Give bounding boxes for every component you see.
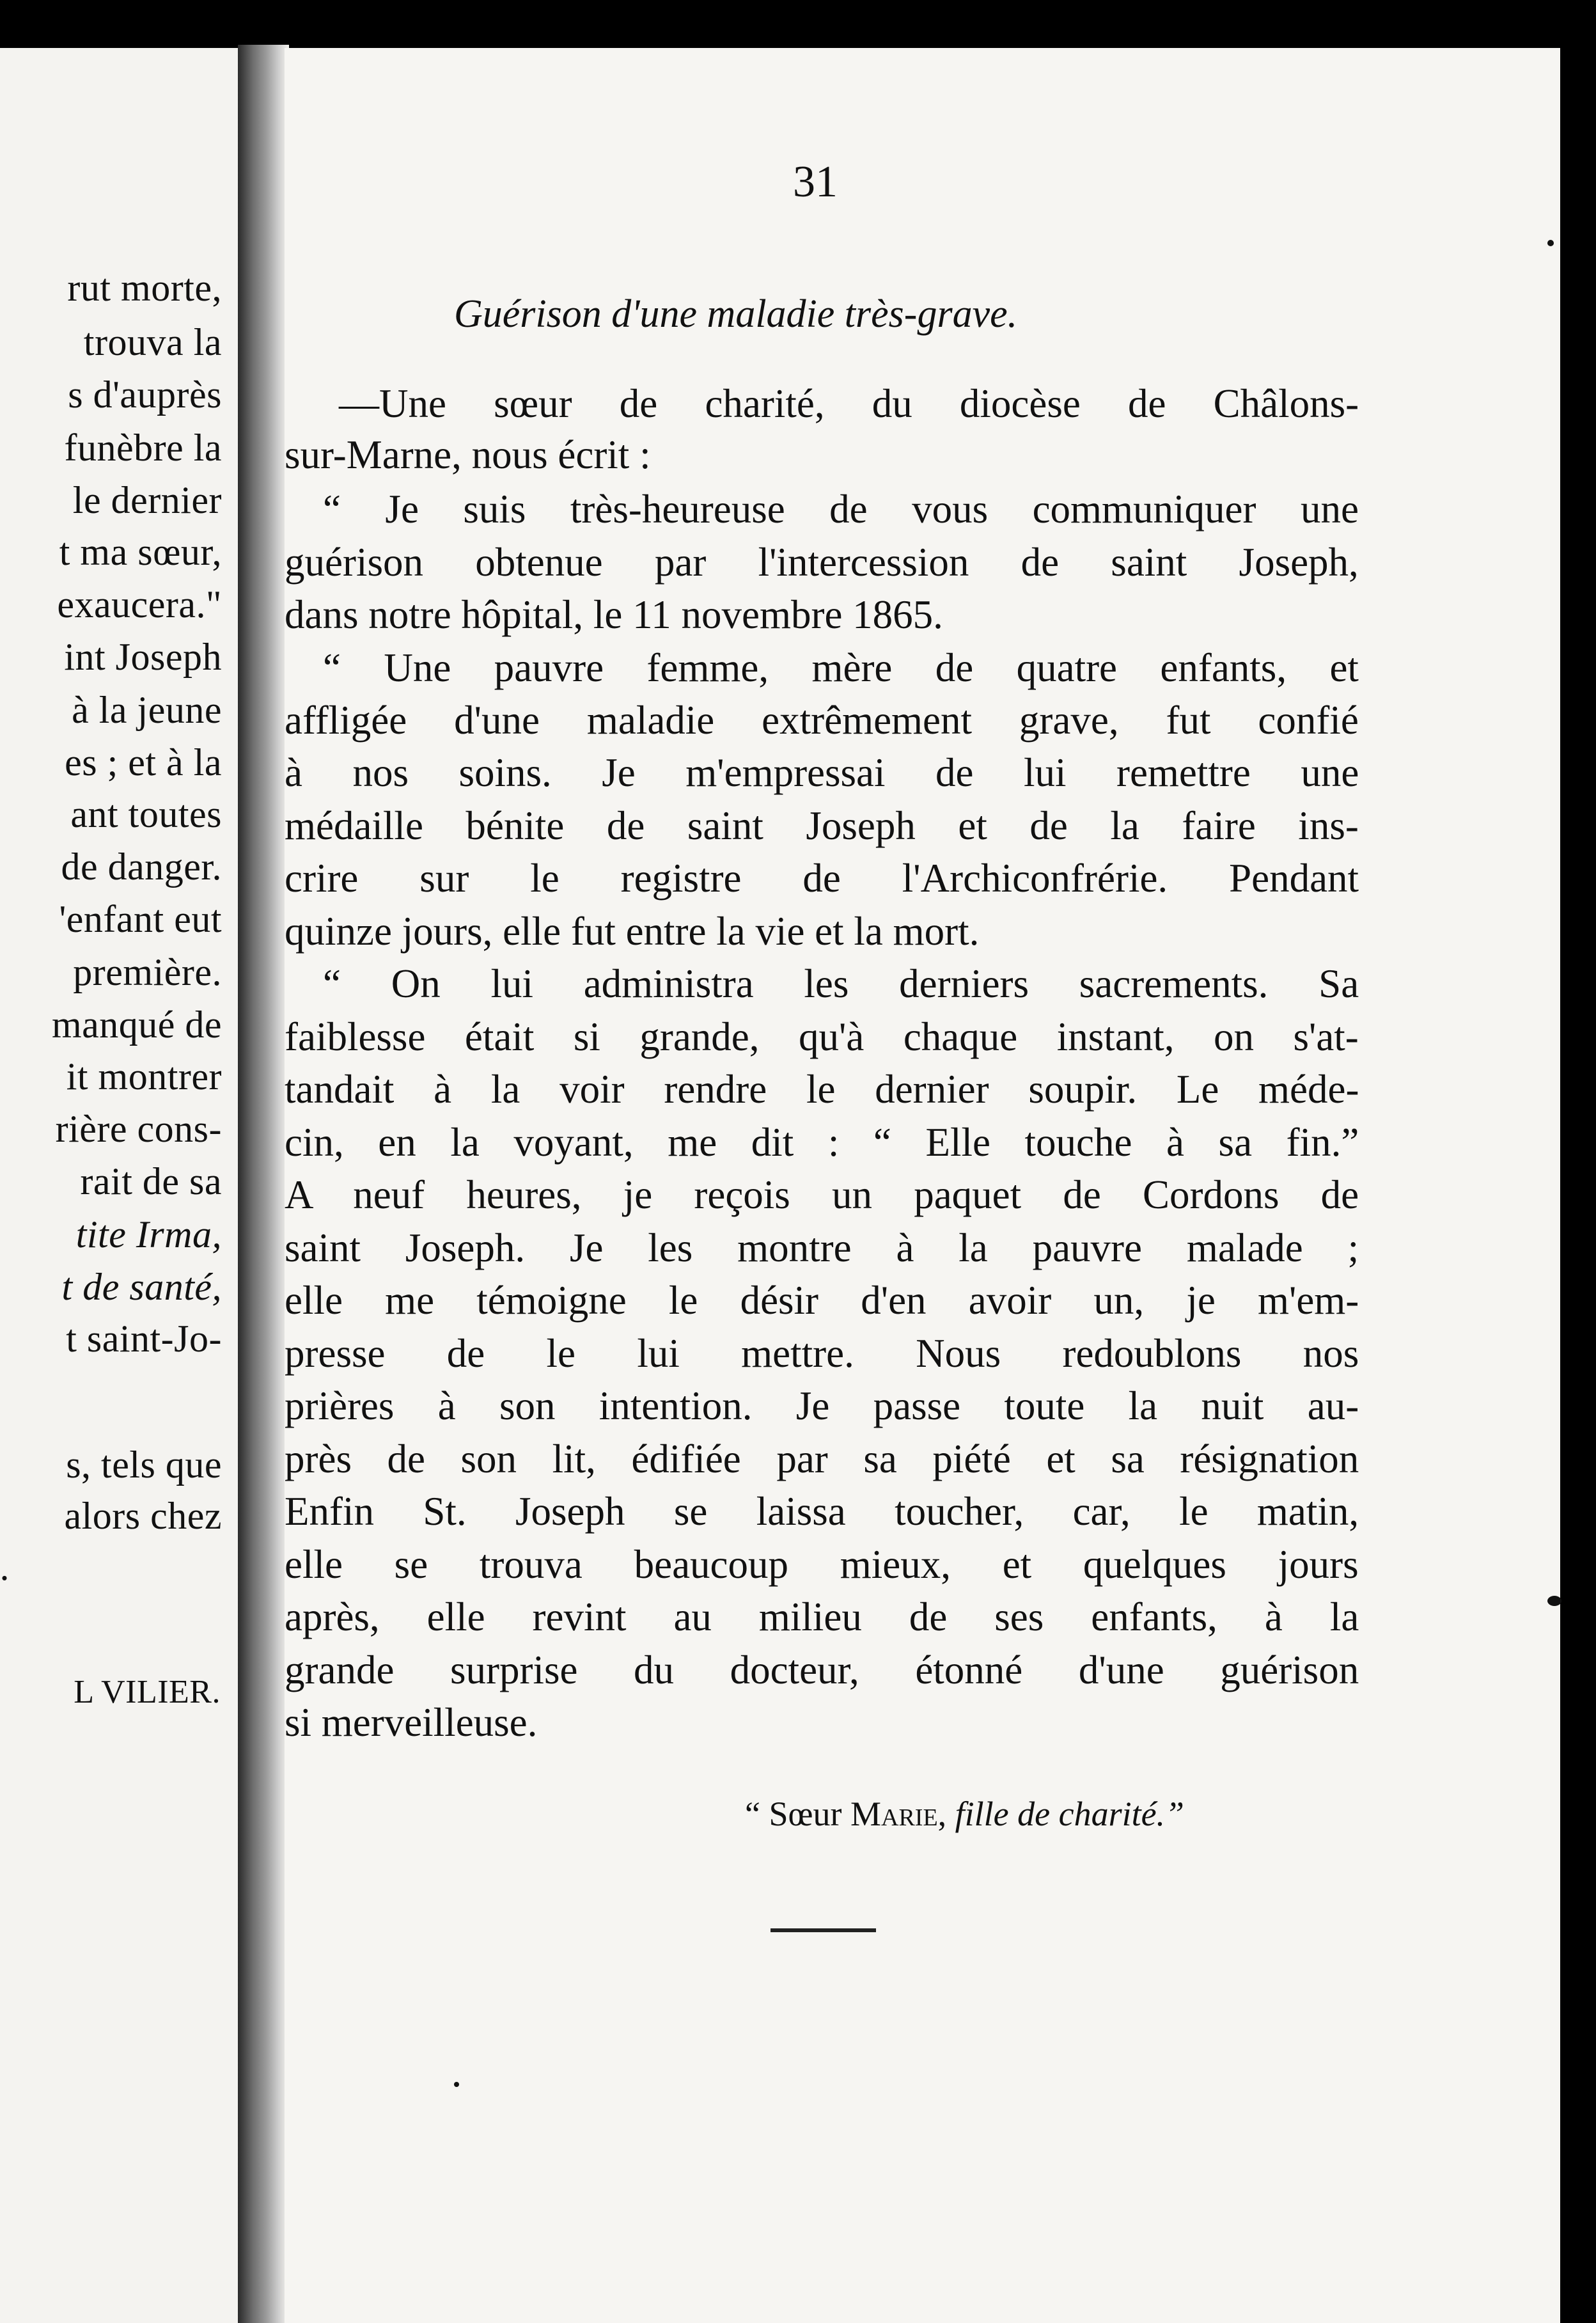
ink-speck [454,2082,459,2087]
left-line: exaucera." [57,583,222,626]
left-line: ant toutes [70,793,222,835]
left-line: tite Irma, [75,1213,222,1256]
body-line: —Une sœur de charité, du diocèse de Châlons- [339,381,1359,426]
signature-title: fille de charité.” [946,1795,1185,1833]
body-line: Enfin St. Joseph se laissa toucher, car, le matin, [285,1489,1359,1534]
body-line: tandait à la voir rendre le dernier soupir. Le méde- [285,1067,1359,1112]
body-line: elle me témoigne le désir d'en avoir un, je m'em- [285,1278,1359,1323]
body-line: crire sur le registre de l'Archiconfrérie. Pendant [285,856,1359,901]
left-line: 'enfant eut [59,898,222,940]
left-line: le dernier [72,479,222,521]
previous-page-fragment [0,48,240,2323]
left-line: de danger. [61,846,222,888]
left-line: s d'auprès [68,374,222,416]
body-line: si merveilleuse. [285,1700,538,1745]
left-line: int Joseph [64,636,222,678]
body-line: affligée d'une maladie extrêmement grave, fut confié [285,698,1359,743]
body-line: médaille bénite de saint Joseph et de la faire ins- [285,803,1359,848]
ink-speck [1547,240,1554,246]
left-line: t ma sœur, [59,531,222,573]
left-line: alors chez [64,1495,222,1537]
left-line: rière cons- [55,1108,222,1150]
section-divider-rule [771,1928,876,1932]
left-line: première. [73,951,222,993]
body-line: “ Une pauvre femme, mère de quatre enfants, et [323,645,1359,690]
body-line: “ On lui administra les derniers sacrements. Sa [323,961,1359,1006]
body-line: A neuf heures, je reçois un paquet de Cordons de [285,1172,1359,1217]
body-line: sur-Marne, nous écrit : [285,432,651,477]
signature-prefix: “ Sœur [745,1795,850,1833]
body-line: guérison obtenue par l'intercession de saint Joseph, [285,540,1359,585]
body-line: prières à son intention. Je passe toute la nuit au- [285,1383,1359,1428]
body-line: saint Joseph. Je les montre à la pauvre malade ; [285,1225,1359,1270]
left-line: à la jeune [72,689,222,731]
body-line: à nos soins. Je m'empressai de lui remettre une [285,750,1359,795]
left-line: trouva la [83,321,222,363]
body-line: près de son lit, édifiée par sa piété et sa résignation [285,1437,1359,1481]
left-line: rait de sa [80,1160,222,1202]
body-line: faiblesse était si grande, qu'à chaque instant, on s'at- [285,1014,1359,1059]
body-line: cin, en la voyant, me dit : “ Elle touche à sa fin.” [285,1120,1359,1165]
page-number: 31 [793,157,838,207]
left-line: t de santé, [61,1266,222,1308]
body-line: presse de le lui mettre. Nous redoublons nos [285,1331,1359,1376]
signature-name: Marie, [850,1795,947,1833]
body-line: dans notre hôpital, le 11 novembre 1865. [285,592,943,637]
left-line: s, tels que [66,1444,222,1486]
left-line: it montrer [66,1055,222,1098]
left-line: funèbre la [64,427,222,469]
section-heading: Guérison d'une maladie très-grave. [454,292,1018,336]
left-line: rut morte, [67,267,222,309]
body-line: grande surprise du docteur, étonné d'une guérison [285,1648,1359,1692]
left-line: manqué de [51,1004,222,1046]
body-line: “ Je suis très-heureuse de vous communiquer une [323,487,1359,532]
body-line: quinze jours, elle fut entre la vie et la mort. [285,909,980,954]
body-line: elle se trouva beaucoup mieux, et quelques jours [285,1542,1359,1587]
current-page [285,48,1560,2323]
letter-signature [745,1794,1184,1834]
left-line: t saint-Jo- [66,1318,222,1360]
book-gutter-shadow [238,45,289,2323]
left-line: . [0,1546,10,1588]
body-line: après, elle revint au milieu de ses enfants, à la [285,1595,1359,1639]
left-line: es ; et à la [65,741,222,784]
left-signature: L VILIER. [74,1674,221,1710]
ink-speck [1547,1596,1561,1606]
